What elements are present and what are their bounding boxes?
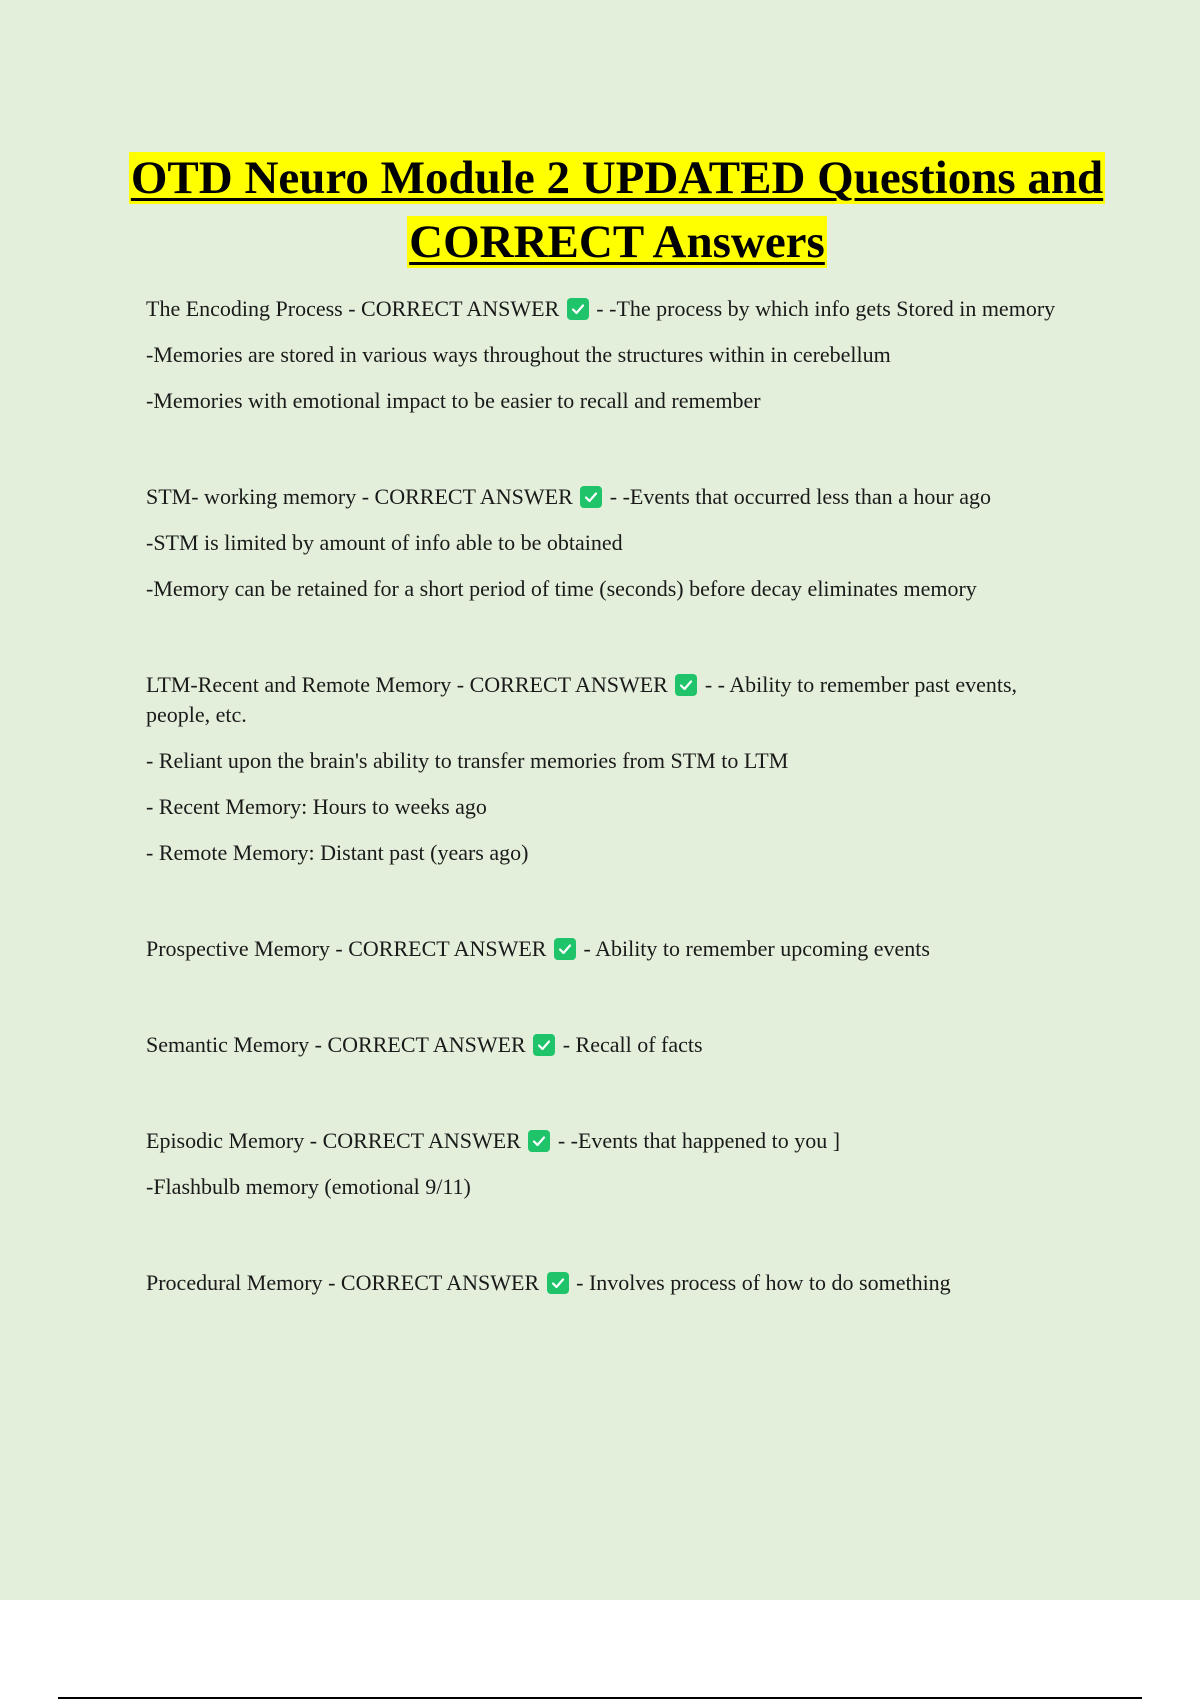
qa-detail: -Memory can be retained for a short period of time (seconds) before decay eliminates memory [146, 576, 977, 601]
footer-divider [58, 1697, 1142, 1699]
qa-marker: - CORRECT ANSWER [335, 936, 547, 961]
qa-question-line [146, 1268, 1076, 1298]
check-mark-icon [580, 486, 602, 508]
check-mark-icon [554, 938, 576, 960]
qa-question-line [146, 1126, 1076, 1156]
qa-term: Procedural Memory [146, 1270, 323, 1295]
qa-entry [146, 1126, 1076, 1202]
qa-answer: - Ability to remember upcoming events [583, 936, 930, 961]
qa-term: STM- working memory [146, 484, 357, 509]
document-title: OTD Neuro Module 2 UPDATED Questions and CORRECT Answers [130, 152, 1104, 268]
qa-marker: - CORRECT ANSWER [348, 296, 560, 321]
qa-detail: -Memories are stored in various ways throughout the structures within in cerebellum [146, 342, 891, 367]
qa-question-line [146, 482, 1076, 512]
check-mark-icon [533, 1034, 555, 1056]
qa-marker: - CORRECT ANSWER [314, 1032, 526, 1057]
qa-entry [146, 934, 1076, 964]
qa-entry [146, 294, 1076, 416]
qa-marker: - CORRECT ANSWER [456, 672, 668, 697]
qa-entry [146, 482, 1076, 604]
qa-term: Episodic Memory [146, 1128, 305, 1153]
qa-answer: - -Events that happened to you ] [557, 1128, 841, 1153]
qa-answer: - Involves process of how to do something [576, 1270, 951, 1295]
qa-detail: -STM is limited by amount of info able to be obtained [146, 530, 623, 555]
qa-term: The Encoding Process [146, 296, 343, 321]
qa-term: Prospective Memory [146, 936, 330, 961]
qa-entry [146, 1030, 1076, 1060]
qa-question-line [146, 294, 1076, 324]
qa-question-line [146, 670, 1076, 730]
qa-detail: -Memories with emotional impact to be easier to recall and remember [146, 388, 761, 413]
qa-list [146, 294, 1076, 1364]
check-mark-icon [528, 1130, 550, 1152]
check-mark-icon [567, 298, 589, 320]
qa-detail: - Remote Memory: Distant past (years ago) [146, 840, 529, 865]
qa-term: LTM-Recent and Remote Memory [146, 672, 452, 697]
title-block [100, 146, 1134, 274]
qa-answer: - Recall of facts [562, 1032, 703, 1057]
qa-term: Semantic Memory [146, 1032, 310, 1057]
qa-answer: - - Ability to remember past events, people, etc. [146, 672, 1018, 727]
qa-question-line [146, 934, 1076, 964]
check-mark-icon [675, 674, 697, 696]
check-mark-icon [547, 1272, 569, 1294]
qa-marker: - CORRECT ANSWER [361, 484, 573, 509]
qa-detail: - Recent Memory: Hours to weeks ago [146, 794, 487, 819]
qa-entry [146, 670, 1076, 868]
qa-entry [146, 1268, 1076, 1298]
qa-answer: - -The process by which info gets Stored in memory [596, 296, 1056, 321]
qa-answer: - -Events that occurred less than a hour ago [609, 484, 991, 509]
qa-marker: - CORRECT ANSWER [328, 1270, 540, 1295]
qa-question-line [146, 1030, 1076, 1060]
qa-detail: -Flashbulb memory (emotional 9/11) [146, 1174, 471, 1199]
qa-marker: - CORRECT ANSWER [309, 1128, 521, 1153]
qa-detail: - Reliant upon the brain's ability to transfer memories from STM to LTM [146, 748, 789, 773]
